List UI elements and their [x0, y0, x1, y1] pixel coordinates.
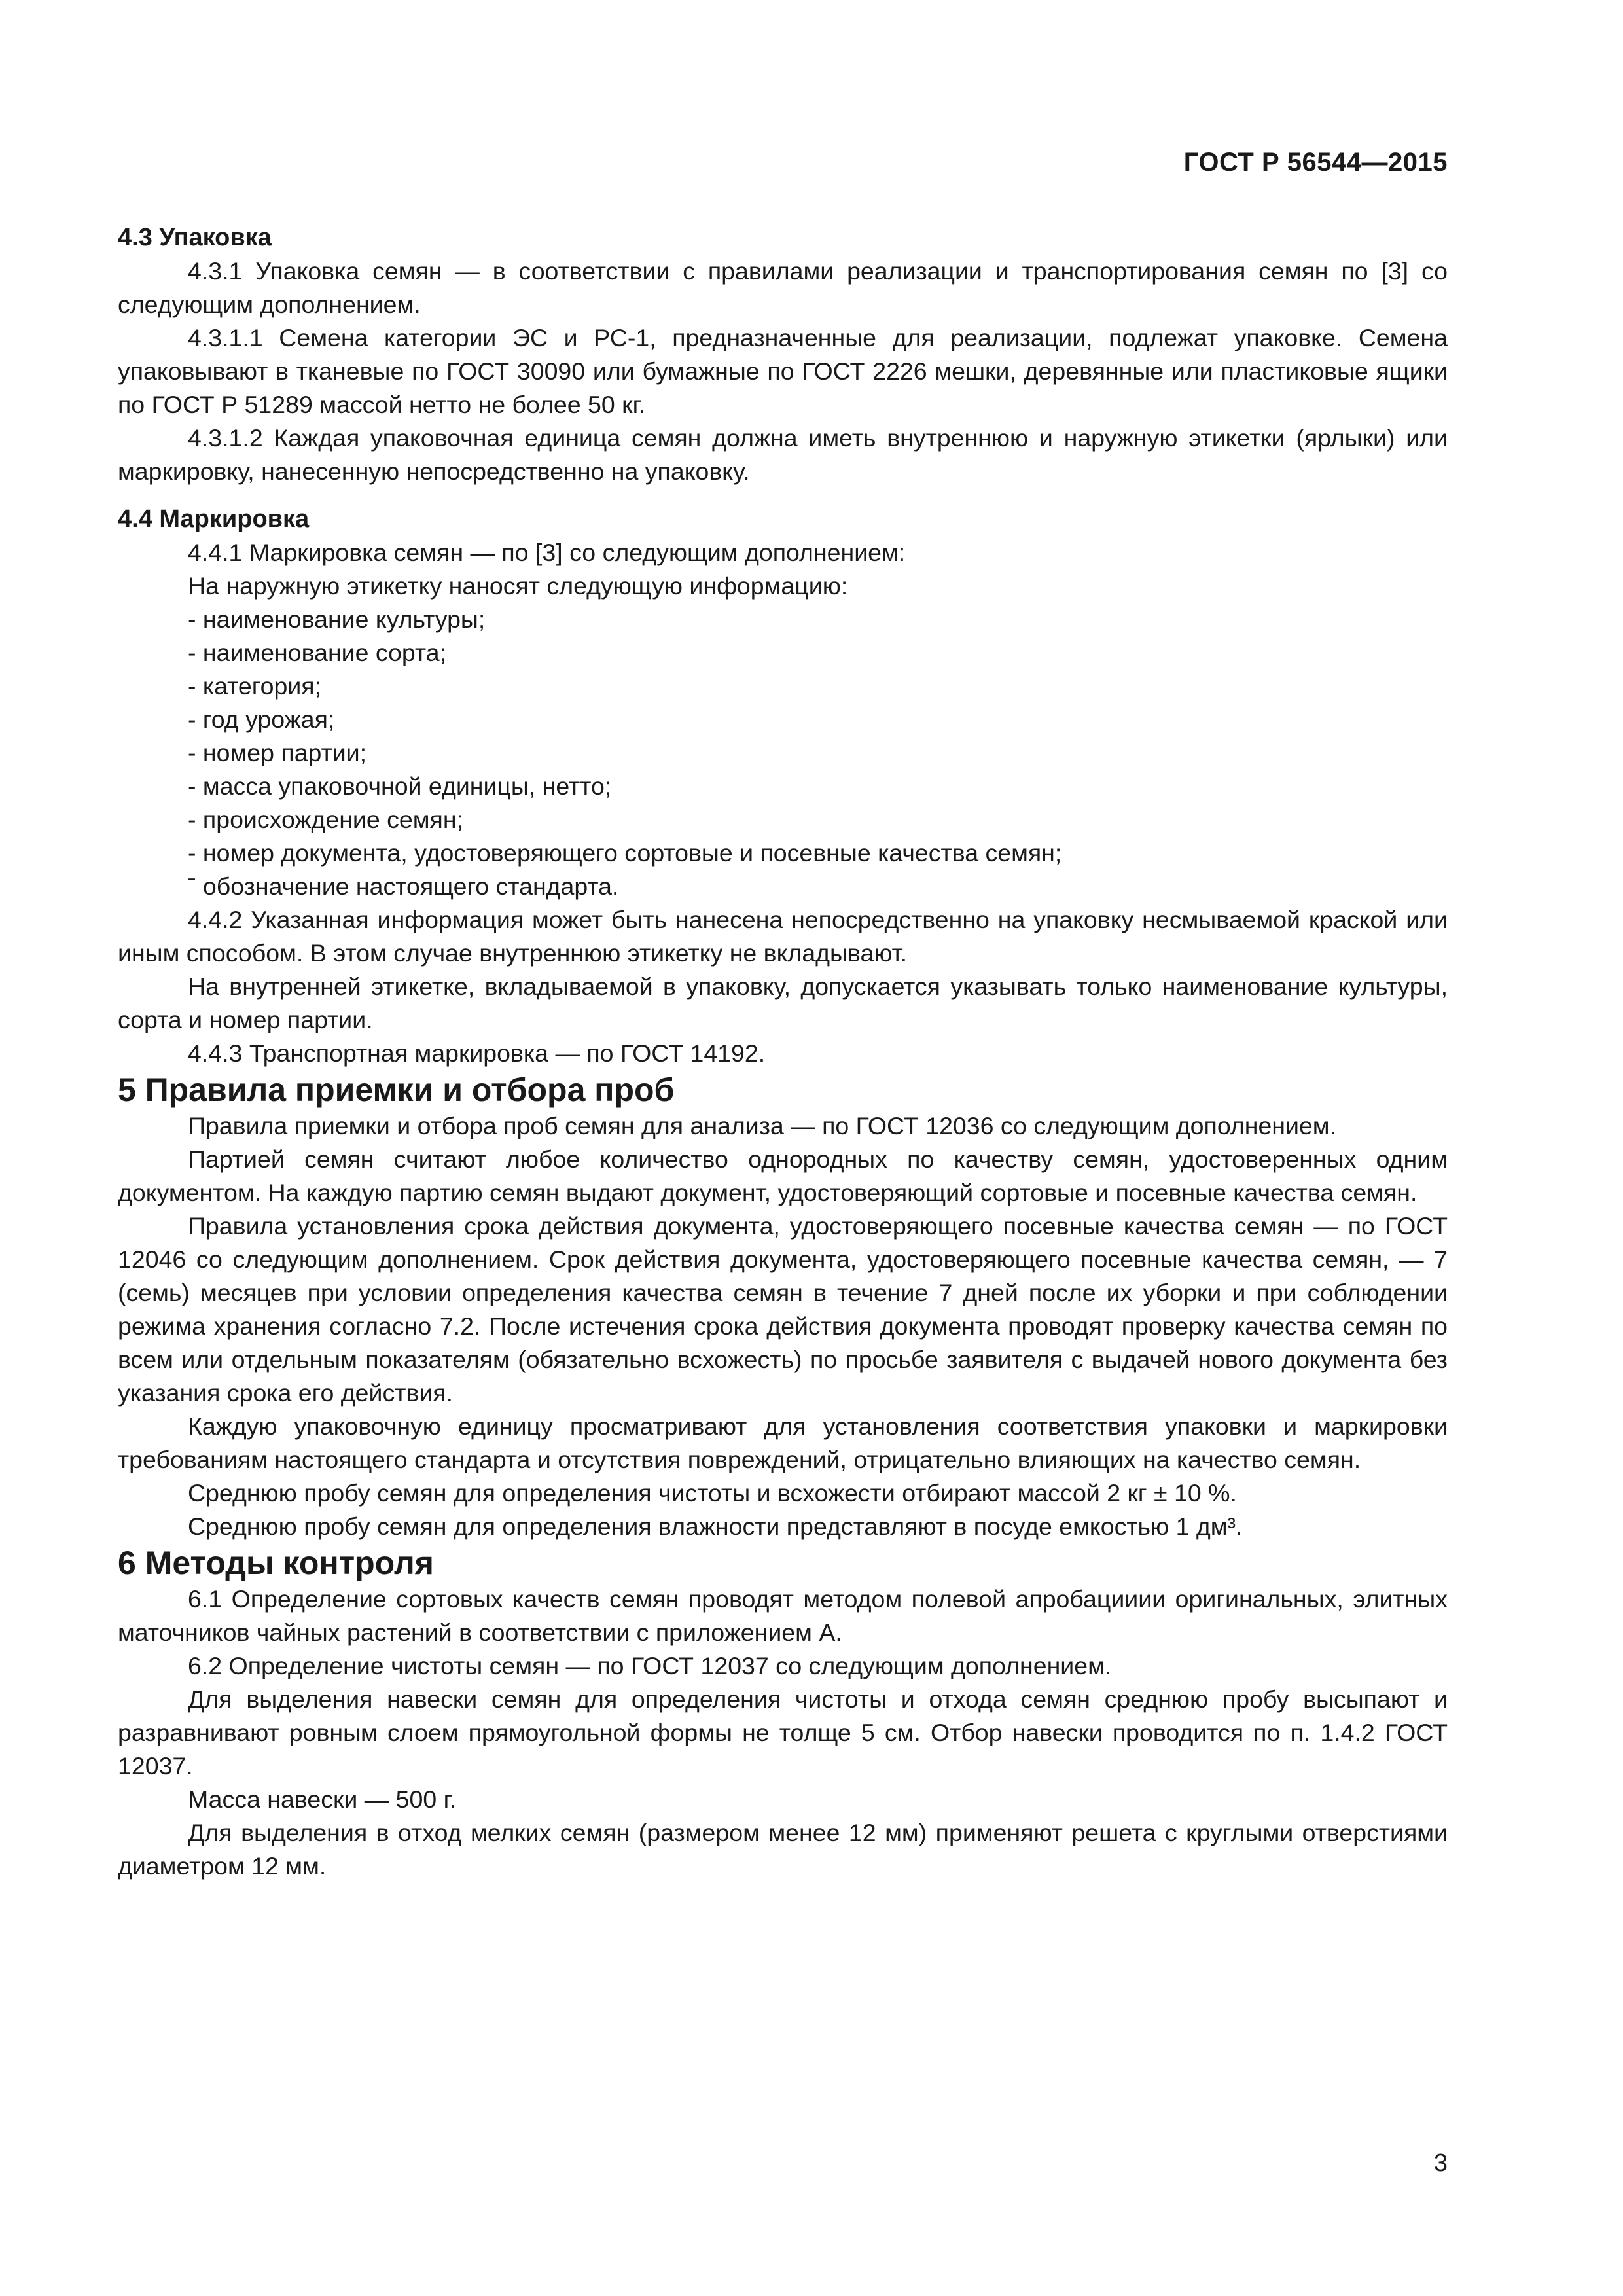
- paragraph-6-2-c: Для выделения в отход мелких семян (размером менее 12 мм) применяют решета с круглыми отверстиями диаметром 12 мм.: [118, 1819, 1448, 1880]
- document-body: [118, 221, 1448, 1883]
- paragraph-4-4-2: 4.4.2 Указанная информация может быть нанесена непосредственно на упаковку несмываемой краской или иным способом. В этом случае внутреннюю этикетку не вкладывают.: [118, 906, 1448, 967]
- paragraph-5-5: Среднюю пробу семян для определения чистоты и всхожести отбирают массой 2 кг ± 10 %.: [188, 1479, 1237, 1507]
- list-item: ˉ обозначение настоящего стандарта.: [188, 872, 619, 900]
- section-4-4-title: 4.4 Маркировка: [118, 505, 310, 533]
- paragraph-6-1: 6.1 Определение сортовых качеств семян проводят методом полевой апробацииии оригинальных, элитных маточников чайных растений в соответствии с приложением А.: [118, 1585, 1448, 1646]
- list-item: - номер партии;: [188, 739, 367, 766]
- paragraph-label-info: На наружную этикетку наносят следующую информацию:: [188, 572, 848, 600]
- standard-code-header: ГОСТ Р 56544—2015: [1183, 148, 1448, 177]
- paragraph-4-4-1: 4.4.1 Маркировка семян — по [3] со следующим дополнением:: [188, 539, 906, 566]
- paragraph-5-2: Партией семян считают любое количество однородных по качеству семян, удостоверенных одним документом. На каждую партию семян выдают документ, удостоверяющий сортовые и посевные качества семян.: [118, 1145, 1448, 1206]
- paragraph-4-3-1-1: 4.3.1.1 Семена категории ЭС и РС-1, предназначенные для реализации, подлежат упаковке. Семена упаковывают в тканевые по ГОСТ 30090 или бумажные по ГОСТ 2226 мешки, деревянные или пластиковые ящики по ГОСТ Р 51289 массой нетто не более 50 кг.: [118, 324, 1448, 418]
- list-item: - масса упаковочной единицы, нетто;: [188, 772, 612, 800]
- paragraph-5-3: Правила установления срока действия документа, удостоверяющего посевные качества семян — по ГОСТ 12046 со следующим дополнением. Срок действия документа, удостоверяющего посевные качества семян, — 7 (семь) месяцев при условии определения качества семян в течение 7 дней после их уборки и при соблюдении режима хранения согласно 7.2. После истечения срока действия документа проводят проверку качества семян по всем или отдельным показателям (обязательно всхожесть) по просьбе заявителя с выдачей нового документа без указания срока его действия.: [118, 1212, 1448, 1407]
- paragraph-5-4: Каждую упаковочную единицу просматривают для установления соответствия упаковки и маркировки требованиям настоящего стандарта и отсутствия повреждений, отрицательно влияющих на качество семян.: [118, 1412, 1448, 1473]
- list-item: - происхождение семян;: [188, 806, 463, 833]
- paragraph-6-2: 6.2 Определение чистоты семян — по ГОСТ 12037 со следующим дополнением.: [188, 1652, 1112, 1679]
- list-item: - год урожая;: [188, 706, 335, 733]
- paragraph-4-3-1: 4.3.1 Упаковка семян — в соответствии с правилами реализации и транспортирования семян по [3] со следующим дополнением.: [118, 257, 1448, 318]
- paragraph-6-2-a: Для выделения навески семян для определения чистоты и отхода семян среднюю пробу высыпают и разравнивают ровным слоем прямоугольной формы не толще 5 см. Отбор навески проводится по п. 1.4.2 ГОСТ 12037.: [118, 1685, 1448, 1780]
- list-item: - категория;: [188, 672, 322, 700]
- section-5-title: 5 Правила приемки и отбора проб: [118, 1071, 675, 1108]
- page-number: 3: [1433, 2149, 1448, 2177]
- list-item: - наименование сорта;: [188, 639, 446, 666]
- list-item: - наименование культуры;: [188, 605, 486, 633]
- section-4-3-title: 4.3 Упаковка: [118, 224, 272, 251]
- paragraph-6-2-b: Масса навески — 500 г.: [188, 1785, 457, 1813]
- list-item: - номер документа, удостоверяющего сортовые и посевные качества семян;: [188, 839, 1062, 867]
- paragraph-4-4-3: 4.4.3 Транспортная маркировка — по ГОСТ 14192.: [188, 1039, 766, 1067]
- paragraph-5-6: Среднюю пробу семян для определения влажности представляют в посуде емкостью 1 дм³.: [188, 1513, 1243, 1540]
- paragraph-inner-label: На внутренней этикетке, вкладываемой в упаковку, допускается указывать только наименование культуры, сорта и номер партии.: [118, 973, 1448, 1033]
- paragraph-5-1: Правила приемки и отбора проб семян для анализа — по ГОСТ 12036 со следующим дополнением.: [188, 1112, 1337, 1139]
- section-6-title: 6 Методы контроля: [118, 1545, 434, 1581]
- paragraph-4-3-1-2: 4.3.1.2 Каждая упаковочная единица семян должна иметь внутреннюю и наружную этикетки (ярлыки) или маркировку, нанесенную непосредственно на упаковку.: [118, 424, 1448, 485]
